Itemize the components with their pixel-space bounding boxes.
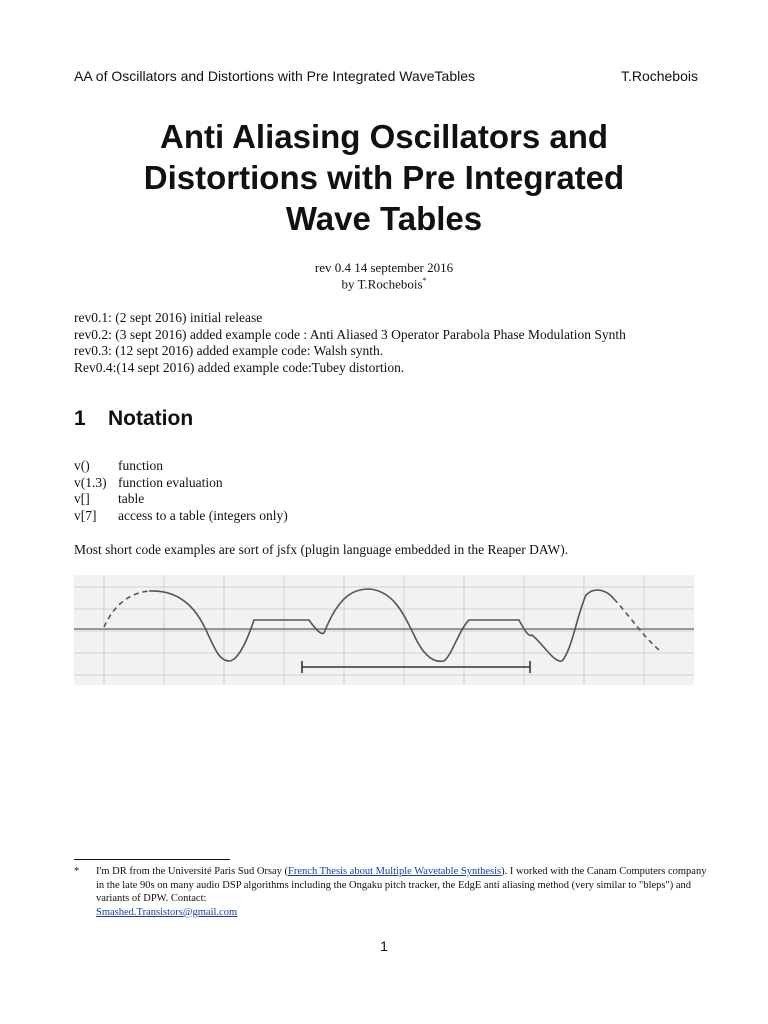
running-header [74, 68, 698, 84]
changelog-entry: Rev0.4:(14 sept 2016) added example code:Tubey distortion. [74, 359, 405, 375]
sketch-grid [74, 575, 694, 685]
notation-symbol: v[7] [74, 507, 97, 523]
footnote-rule [74, 859, 230, 860]
footnote-body [96, 865, 708, 919]
footnote [74, 865, 708, 919]
title-line-3: Wave Tables [285, 200, 483, 237]
section-number: 1 [74, 407, 86, 430]
contact-email-link[interactable]: Smashed.Transistors@gmail.com [96, 906, 238, 918]
page-number: 1 [380, 938, 388, 954]
notation-meaning: table [118, 491, 145, 506]
footnote-text-after: ). I worked with the Canam Computers company in the late 90s on many audio DSP algorithms including the Ongaku pitch tracker, the EdgE anti aliasing method (very similar to "bleps") and variants of DPW. Contact: [96, 866, 707, 904]
title-line-1: Anti Aliasing Oscillators and [159, 118, 609, 155]
header-title: AA of Oscillators and Distortions with Pre Integrated WaveTables [74, 68, 475, 84]
waveform-sketch [74, 575, 694, 685]
notation-meaning: access to a table (integers only) [118, 507, 288, 523]
notation-meaning: function evaluation [118, 474, 223, 490]
thesis-link[interactable]: French Thesis about Multiple Wavetable Synthesis [288, 866, 502, 877]
revision-line: rev 0.4 14 september 2016 [314, 260, 454, 275]
notation-row [74, 458, 288, 475]
changelog [74, 310, 704, 376]
notation-row [74, 491, 288, 508]
author-footnote-mark: * [422, 276, 427, 285]
notation-symbol: v() [74, 458, 90, 473]
changelog-entry: rev0.3: (12 sept 2016) added example code: Walsh synth. [74, 343, 384, 358]
changelog-entry: rev0.2: (3 sept 2016) added example code : Anti Aliased 3 Operator Parabola Phase Modulation Synth [74, 326, 626, 342]
waveform-sketch-svg [74, 575, 694, 685]
intro-paragraph: Most short code examples are sort of jsfx (plugin language embedded in the Reaper DAW). [74, 542, 569, 557]
notation-meaning: function [118, 458, 163, 473]
sketch-waveform [149, 589, 614, 661]
footnote-text-before: I'm DR from the Université Paris Sud Orsay ( [96, 866, 289, 877]
section-title: Notation [108, 407, 194, 430]
author-name: by T.Rochebois [341, 276, 423, 292]
changelog-entry: rev0.1: (2 sept 2016) initial release [74, 310, 263, 325]
notation-row [74, 508, 288, 525]
notation-row [74, 475, 288, 492]
footnote-mark: * [74, 866, 80, 877]
sketch-dashed-end [614, 599, 659, 650]
notation-symbol: v(1.3) [74, 474, 107, 490]
section-heading [74, 407, 193, 431]
title-line-2: Distortions with Pre Integrated [143, 159, 625, 196]
author-line [74, 276, 694, 292]
notation-symbol: v[] [74, 491, 90, 506]
notation-table [74, 458, 288, 524]
document-title [74, 116, 694, 239]
header-author: T.Rochebois [620, 68, 698, 84]
